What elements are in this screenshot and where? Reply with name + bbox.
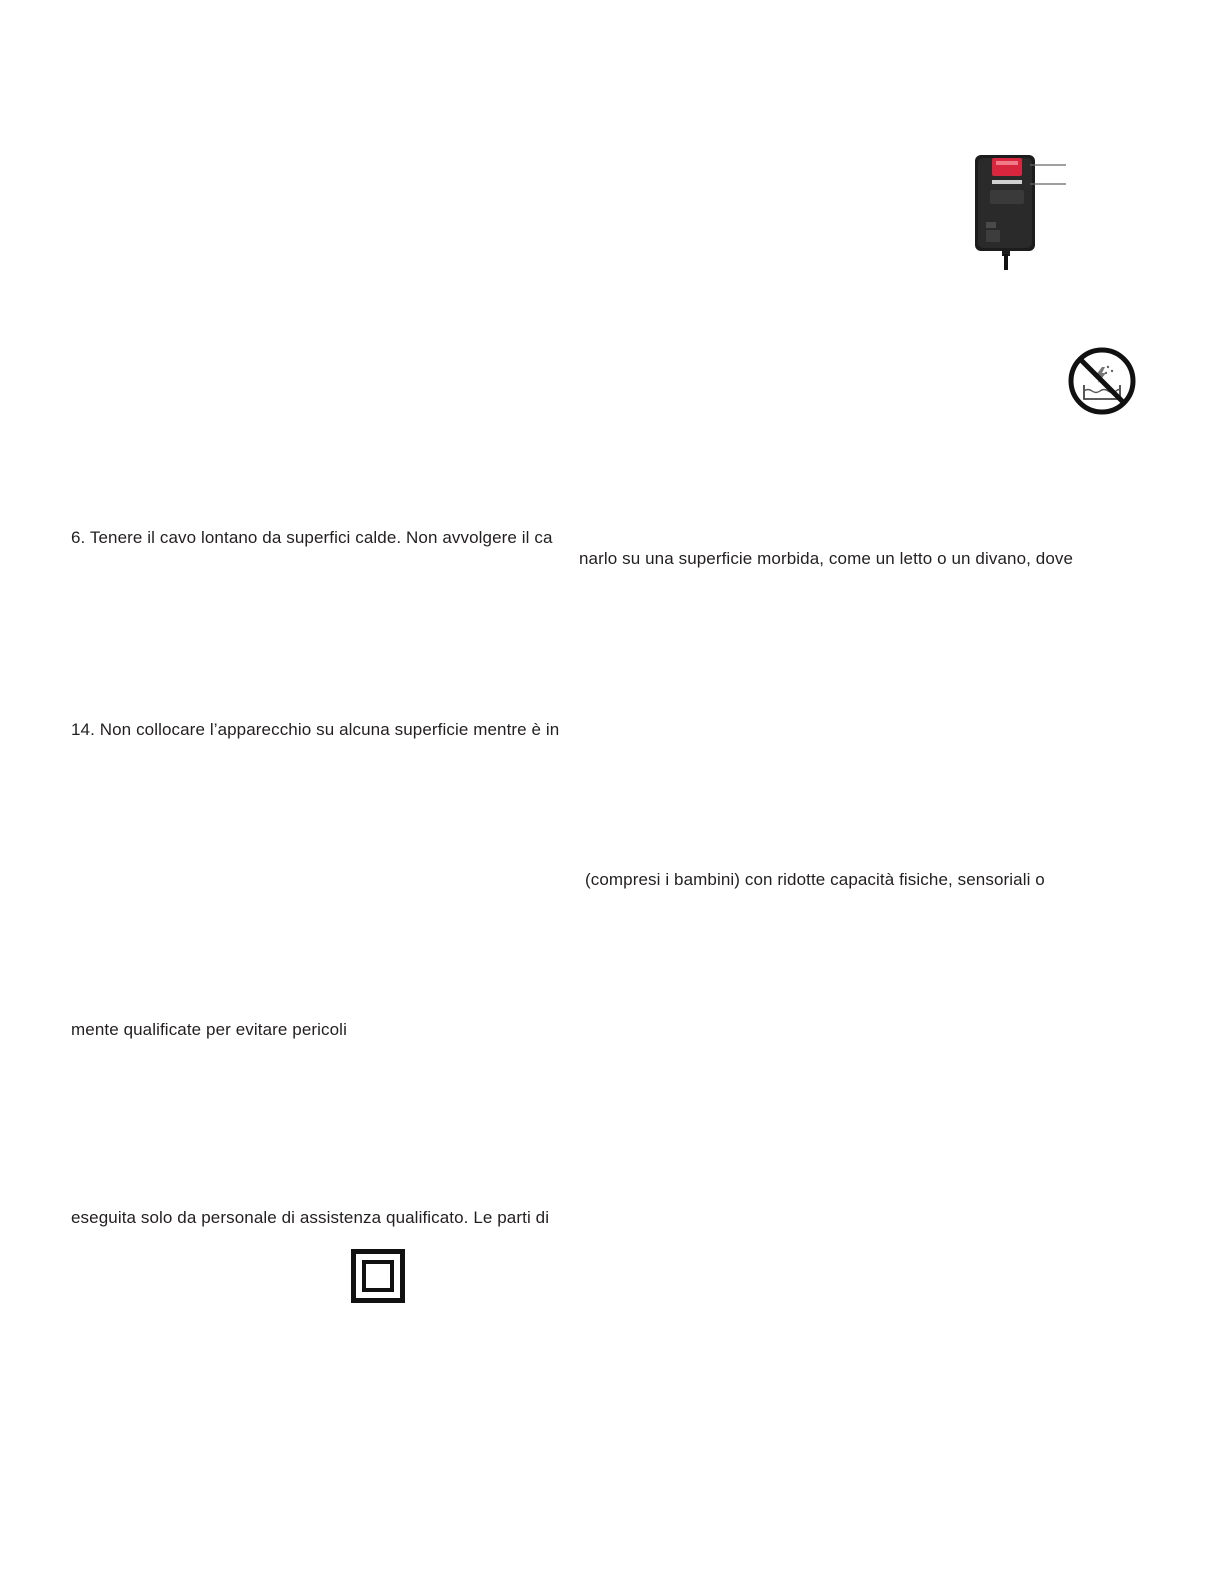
power-adapter-icon	[966, 150, 1070, 274]
text-line-item-6: 6. Tenere il cavo lontano da superfici calde. Non avvolgere il ca	[71, 528, 553, 547]
text-line-item-14: 14. Non collocare l’apparecchio su alcuna superficie mentre è in	[71, 720, 560, 739]
text-line-children-warning: (compresi i bambini) con ridotte capacità fisiche, sensoriali o	[585, 870, 1045, 889]
no-water-immersion-icon	[1066, 345, 1138, 417]
text-line-continuation: narlo su una superficie morbida, come un letto o un divano, dove	[579, 549, 1074, 568]
text-line-service: eseguita solo da personale di assistenza qualificato. Le parti di	[71, 1208, 550, 1227]
double-insulation-class-ii-icon	[351, 1249, 405, 1303]
text-line-qualified: mente qualificate per evitare pericoli	[71, 1020, 347, 1039]
